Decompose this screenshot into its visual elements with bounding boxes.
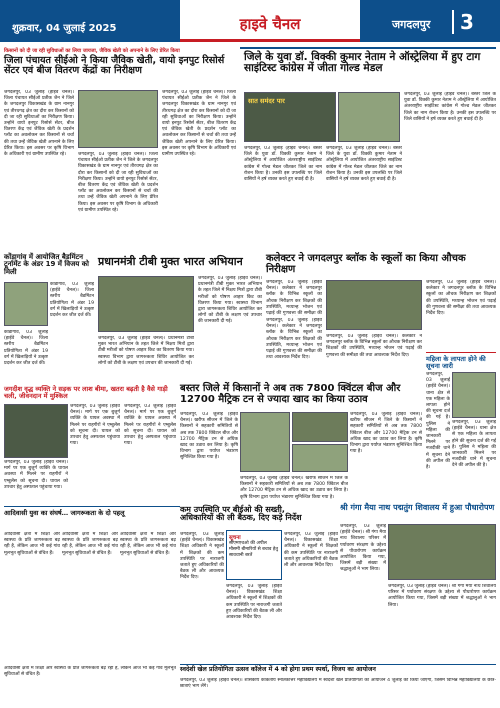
- photo-missing-woman: [452, 372, 496, 418]
- story-body-opinion: आदिवासी क्षेत्रों में शिक्षा और स्वास्थ्य के प्रति जागरूकता बढ़ रही है, लेकिन आज भी कई गांव मूलभूत सुविधाओं से वंचित हैं।: [4, 532, 60, 556]
- divider: [426, 352, 496, 353]
- divider: [240, 47, 496, 49]
- story-body-footer: जगदलपुर, 03 जुलाई (हाईवे चैनल)। शासकीय काकतीय स्नातकोत्तर महाविद्यालय में स्वदेशी खेल प्रतियोगिता का आयोजन 4 जुलाई को किया जाएगा, जिसमें विभिन्न महाविद्यालयों के छात्र-छात्राएं भाग लेंगे।: [180, 678, 496, 690]
- story-headline-schools: कलेक्टर ने जगदलपुर ब्लॉक के स्कूलों का किया औचक निरीक्षण: [266, 253, 466, 275]
- story-headline-opinion: आदिवासी युवा का संघर्ष… जागरूकता के दो पहलू: [4, 509, 125, 517]
- story-headline-doctor: जिले के युवा डॉ. विक्की कुमार नेताम ने ऑस्ट्रेलिया में हुए टाग साइंटिस्ट कांग्रेस में जीता गोल्ड मेडल: [244, 51, 481, 75]
- issue-date: शुक्रवार, 04 जुलाई 2025: [12, 23, 117, 34]
- photo-temple-plantation: [388, 524, 496, 580]
- story-body-road-cont: जगदलपुर, 03 जुलाई (हाईवे चैनल)। मार्ग पर एक बुजुर्ग व्यक्ति के घायल अवस्था में मिलने पर राहगीरों ने एम्बुलेंस को सूचना दी। घायल को उपचार हेतु अस्पताल पहुंचाया गया।: [124, 404, 176, 447]
- story-body-beo-cont2: जगदलपुर, 03 जुलाई (हाईवे चैनल)। विकासखंड शिक्षा अधिकारी ने स्कूलों में शिक्षकों की कम उपस्थिति पर नाराजगी जताते हुए अधिकारियों की बैठक ली और आवश्यक निर्देश दिए।: [284, 532, 338, 569]
- story-body-opinion-cont: आदिवासी क्षेत्रों में शिक्षा और स्वास्थ्य के प्रति जागरूकता बढ़ रही है, लेकिन आज भी कई गांव मूलभूत सुविधाओं से वंचित हैं।: [62, 532, 118, 556]
- story-body-temple: जगदलपुर, 03 जुलाई (हाईवे चैनल)। श्री गंगा मैया नाथ शिवालय परिसर में पर्यावरण संरक्षण के उद्देश्य से पौधारोपण कार्यक्रम आयोजित किया गया, जिसमें बड़ी संख्या में श्रद्धालुओं ने भाग लिया।: [340, 524, 386, 573]
- story-body-badminton: कोंडागांव, 03 जुलाई (हाईवे चैनल)। जिला स्तरीय बैडमिंटन प्रतियोगिता में अंडर 19 वर्ग में खिलाड़ियों ने उत्कृष्ट प्रदर्शन कर जीत दर्ज की।: [50, 282, 94, 319]
- story-headline-seed: बस्तर जिले में किसानों ने अब तक 7800 क्विंटल बीज और 12700 मैट्रिक टन से ज्यादा खाद का किया उठाव: [180, 383, 401, 405]
- section-name: जगदलपुर: [392, 18, 431, 31]
- story-headline-badminton: कोंडागांव में आयोजित बैडमिंटन टूर्नामेंट के अंडर 19 में विजय को मिली: [4, 253, 89, 276]
- divider: [4, 506, 180, 507]
- story-body-badminton-cont: कोंडागांव, 03 जुलाई (हाईवे चैनल)। जिला स्तरीय बैडमिंटन प्रतियोगिता में अंडर 19 वर्ग में खिलाड़ियों ने उत्कृष्ट प्रदर्शन कर जीत दर्ज की।: [4, 330, 48, 367]
- story-body-seed-cont2: जगदलपुर, 03 जुलाई (हाईवे चैनल)। खरीफ सीजन में जिले के किसानों ने सहकारी समितियों से अब तक 7800 क्विंटल बीज और 12700 मैट्रिक टन से अधिक खाद का उठाव कर लिया है। कृषि विभाग द्वारा पर्याप्त भंडारण सुनिश्चित किया गया है।: [350, 412, 422, 455]
- photo-seed-2: [292, 412, 348, 442]
- story-body-road-cont2: जगदलपुर, 03 जुलाई (हाईवे चैनल)। मार्ग पर एक बुजुर्ग व्यक्ति के घायल अवस्था में मिलने पर राहगीरों ने एम्बुलेंस को सूचना दी। घायल को उपचार हेतु अस्पताल पहुंचाया गया।: [4, 460, 68, 490]
- story-body-opinion-cont2: आदिवासी क्षेत्रों में शिक्षा और स्वास्थ्य के प्रति जागरूकता बढ़ रही है, लेकिन आज भी कई गांव मूलभूत सुविधाओं से वंचित हैं।: [120, 532, 176, 556]
- story-body-schools: जगदलपुर, 03 जुलाई (हाईवे चैनल)। कलेक्टर ने जगदलपुर ब्लॉक के विभिन्न स्कूलों का औचक निरीक्षण कर शिक्षकों की उपस्थिति, मध्यान्ह भोजन एवं पढ़ाई की गुणवत्ता की समीक्षा की: [266, 280, 322, 316]
- story-kicker: किसानों को दी जा रही सुविधाओं का लिया जायजा, जैविक खेती को अपनाने के लिए प्रेरित किया: [4, 48, 180, 54]
- newspaper-name: हाइवे चैनल: [239, 15, 301, 33]
- story-body-opinion-end: आदिवासी क्षेत्रों में शिक्षा और स्वास्थ्य के प्रति जागरूकता बढ़ रही है, लेकिन आज भी कई गांव मूलभूत सुविधाओं से वंचित हैं।: [4, 666, 176, 678]
- story-body-beo: जगदलपुर, 03 जुलाई (हाईवे चैनल)। विकासखंड शिक्षा अधिकारी ने स्कूलों में शिक्षकों की कम उपस्थिति पर नाराजगी जताते हुए अधिकारियों की बैठक ली और आवश्यक निर्देश दिए।: [180, 532, 224, 581]
- story-headline-temple: श्री गंगा मैया नाथ पद्मतुंग शिवालय में हुआ पौधारोपण: [340, 503, 495, 512]
- story-body-road: जगदलपुर, 03 जुलाई (हाईवे चैनल)। मार्ग पर एक बुजुर्ग व्यक्ति के घायल अवस्था में मिलने पर राहगीरों ने एम्बुलेंस को सूचना दी। घायल को उपचार हेतु अस्पताल पहुंचाया गया।: [70, 404, 120, 447]
- story-body-doctor: जगदलपुर, 03 जुलाई (हाईवे चैनल)। बस्तर जिले के युवा डॉ. विक्की कुमार नेताम ने ऑस्ट्रेलिया में आयोजित अंतरराष्ट्रीय साइंटिस्ट कांग्रेस में गोल्ड मेडल जीतकर जिले का नाम रोशन किया है। उनकी इस उपलब्धि पर जिले वासियों ने हर्ष व्यक्त करते हुए बधाई दी है।: [244, 146, 322, 183]
- photo-badminton: [4, 282, 48, 326]
- story-body-missing-woman-cont: जगदलपुर, 03 जुलाई (हाईवे चैनल)। थाना क्षेत्र से एक महिला के लापता होने की सूचना दर्ज की गई है। पुलिस ने महिला की जानकारी मिलने पर नजदीकी थाने में सूचना देने की अपील की है।: [452, 420, 496, 469]
- story-body-ceo-review: जगदलपुर, 03 जुलाई (हाईवे चैनल)। जिला पंचायत सीईओ प्रतीक जैन ने जिले के जगदलपुर विकासखंड के ग्राम नानगुर एवं तीरथगढ़ क्षेत्र का दौरा कर किसानों को दी जा रही सुविधाओं का निरीक्षण किया। उन्होंने वायो इनपुट रिसोर्स सेंटर, बीज वितरण केंद्र एवं जैविक खेती के प्रदर्शन प्लॉट का अवलोकन कर किसानों से चर्चा की तथा उन्हें जैविक खेती अपनाने के लिए प्रेरित किया। इस अवसर पर कृषि विभाग के अधिकारी एवं ग्रामीण उपस्थित रहे।: [4, 90, 74, 158]
- notice-box: [226, 530, 282, 580]
- photo-field-visit: [78, 90, 158, 148]
- story-body-schools-cont: जगदलपुर, 03 जुलाई (हाईवे चैनल)। कलेक्टर ने जगदलपुर ब्लॉक के विभिन्न स्कूलों का औचक निरीक्षण कर शिक्षकों की उपस्थिति, मध्यान्ह भोजन एवं पढ़ाई की गुणवत्ता की समीक्षा की तथा आवश्यक निर्देश दिए।: [266, 318, 322, 361]
- photo-doctor-portrait: [338, 92, 400, 142]
- story-headline-ceo-review: जिला पंचायत सीईओ ने किया जैविक खेती, वायो इनपुट रिसोर्स सेंटर एवं बीज वितरण केंद्रों का निरीक्षण: [4, 55, 225, 77]
- story-body-tb: जगदलपुर, 03 जुलाई (हाईवे चैनल)। प्रधानमंत्री टीबी मुक्त भारत अभियान के तहत जिले में निक्षय मित्रों द्वारा टीबी मरीजों को पोषण आहार किट का वितरण किया गया। स्वास्थ्य विभाग द्वारा जागरूकता शिविर आयोजित कर लोगों को टीबी के लक्षण एवं उपचार की जानकारी दी गई।: [98, 336, 194, 366]
- story-body-beo-cont: जगदलपुर, 03 जुलाई (हाईवे चैनल)। विकासखंड शिक्षा अधिकारी ने स्कूलों में शिक्षकों की कम उपस्थिति पर नाराजगी जताते हुए अधिकारियों की बैठक ली और आवश्यक निर्देश दिए।: [226, 584, 282, 621]
- story-body-doctor-cont2: जगदलपुर, 03 जुलाई (हाईवे चैनल)। बस्तर जिले के युवा डॉ. विक्की कुमार नेताम ने ऑस्ट्रेलिया में आयोजित अंतरराष्ट्रीय साइंटिस्ट कांग्रेस में गोल्ड मेडल जीतकर जिले का नाम रोशन किया है। उनकी इस उपलब्धि पर जिले वासियों ने हर्ष व्यक्त करते हुए बधाई दी है।: [404, 92, 496, 122]
- story-body-doctor-cont: जगदलपुर, 03 जुलाई (हाईवे चैनल)। बस्तर जिले के युवा डॉ. विक्की कुमार नेताम ने ऑस्ट्रेलिया में आयोजित अंतरराष्ट्रीय साइंटिस्ट कांग्रेस में गोल्ड मेडल जीतकर जिले का नाम रोशन किया है। उनकी इस उपलब्धि पर जिले वासियों ने हर्ष व्यक्त करते हुए बधाई दी है।: [326, 146, 402, 183]
- divider: [180, 664, 496, 665]
- story-body-tb-cont: जगदलपुर, 03 जुलाई (हाईवे चैनल)। प्रधानमंत्री टीबी मुक्त भारत अभियान के तहत जिले में निक्षय मित्रों द्वारा टीबी मरीजों को पोषण आहार किट का वितरण किया गया। स्वास्थ्य विभाग द्वारा जागरूकता शिविर आयोजित कर लोगों को टीबी के लक्षण एवं उपचार की जानकारी दी गई।: [198, 276, 262, 325]
- story-headline-road: जगदीश वृद्ध व्यक्ति ने सड़क पर लाश बीमा, खतरा बढ़ती है वैसे गाड़ी चली, जीवनदान में मुश्किल: [4, 385, 168, 400]
- notice-title: सूचना: [229, 535, 241, 541]
- photo-tb-camp: [98, 276, 194, 332]
- story-headline-footer: स्वदेशी खेल प्रतियोगिता उत्सव कॉलेज में 4 को होगा प्रथम स्पर्धा, विजय का आयोजन: [180, 666, 376, 673]
- photo-seed-3: [292, 444, 348, 472]
- story-body-temple-cont: जगदलपुर, 03 जुलाई (हाईवे चैनल)। श्री गंगा मैया नाथ शिवालय परिसर में पर्यावरण संरक्षण के उद्देश्य से पौधारोपण कार्यक्रम आयोजित किया गया, जिसमें बड़ी संख्या में श्रद्धालुओं ने भाग लिया।: [388, 584, 496, 608]
- notice-text: सीएमएचओ की अपील मौसमी बीमारियों से बचाव हेतु सावधानी बरतें: [229, 541, 278, 558]
- photo-road: [4, 404, 68, 458]
- doctor-photo-caption: सात समंदर पार: [248, 97, 285, 105]
- story-body-seed-cont: जगदलपुर, 03 जुलाई (हाईवे चैनल)। खरीफ सीजन में जिले के किसानों ने सहकारी समितियों से अब तक 7800 क्विंटल बीज और 12700 मैट्रिक टन से अधिक खाद का उठाव कर लिया है। कृषि विभाग द्वारा पर्याप्त भंडारण सुनिश्चित किया गया है।: [240, 476, 348, 500]
- story-headline-beo: कम उपस्थिति पर बीईओ की सख्ती, अधिकारियों की ली बैठक, दिए कड़े निर्देश: [180, 505, 302, 523]
- story-body-seed: जगदलपुर, 03 जुलाई (हाईवे चैनल)। खरीफ सीजन में जिले के किसानों ने सहकारी समितियों से अब तक 7800 क्विंटल बीज और 12700 मैट्रिक टन से अधिक खाद का उठाव कर लिया है। कृषि विभाग द्वारा पर्याप्त भंडारण सुनिश्चित किया गया है।: [180, 412, 238, 461]
- story-body-schools-cont2: जगदलपुर, 03 जुलाई (हाईवे चैनल)। कलेक्टर ने जगदलपुर ब्लॉक के विभिन्न स्कूलों का औचक निरीक्षण कर शिक्षकों की उपस्थिति, मध्यान्ह भोजन एवं पढ़ाई की गुणवत्ता की समीक्षा की तथा आवश्यक निर्देश दिए।: [326, 334, 422, 358]
- photo-school-inspection: [326, 280, 422, 330]
- story-body-schools-cont3: जगदलपुर, 03 जुलाई (हाईवे चैनल)। कलेक्टर ने जगदलपुर ब्लॉक के विभिन्न स्कूलों का औचक निरीक्षण कर शिक्षकों की उपस्थिति, मध्यान्ह भोजन एवं पढ़ाई की गुणवत्ता की समीक्षा की तथा आवश्यक निर्देश दिए।: [426, 280, 496, 317]
- story-headline-tb: प्रधानमंत्री टीबी मुक्त भारत अभियान: [98, 255, 243, 268]
- story-body-ceo-review-cont: जगदलपुर, 03 जुलाई (हाईवे चैनल)। जिला पंचायत सीईओ प्रतीक जैन ने जिले के जगदलपुर विकासखंड के ग्राम नानगुर एवं तीरथगढ़ क्षेत्र का दौरा कर किसानों को दी जा रही सुविधाओं का निरीक्षण किया। उन्होंने वायो इनपुट रिसोर्स सेंटर, बीज वितरण केंद्र एवं जैविक खेती के प्रदर्शन प्लॉट का अवलोकन कर किसानों से चर्चा की तथा उन्हें जैविक खेती अपनाने के लिए प्रेरित किया। इस अवसर पर कृषि विभाग के अधिकारी एवं ग्रामीण उपस्थित रहे।: [78, 152, 158, 213]
- story-headline-missing-woman: महिला के लापता होने की सूचना जारी: [426, 355, 486, 370]
- page-number: 3: [452, 10, 474, 34]
- story-body-missing-woman: जगदलपुर, 03 जुलाई (हाईवे चैनल)। थाना क्षेत्र से एक महिला के लापता होने की सूचना दर्ज की गई है। पुलिस ने महिला की जानकारी मिलने पर नजदीकी थाने में सूचना देने की अपील की है।: [426, 372, 450, 471]
- photo-seed-1: [240, 412, 290, 472]
- story-body-ceo-review-cont2: जगदलपुर, 03 जुलाई (हाईवे चैनल)। जिला पंचायत सीईओ प्रतीक जैन ने जिले के जगदलपुर विकासखंड के ग्राम नानगुर एवं तीरथगढ़ क्षेत्र का दौरा कर किसानों को दी जा रही सुविधाओं का निरीक्षण किया। उन्होंने वायो इनपुट रिसोर्स सेंटर, बीज वितरण केंद्र एवं जैविक खेती के प्रदर्शन प्लॉट का अवलोकन कर किसानों से चर्चा की तथा उन्हें जैविक खेती अपनाने के लिए प्रेरित किया। इस अवसर पर कृषि विभाग के अधिकारी एवं ग्रामीण उपस्थित रहे।: [162, 90, 236, 158]
